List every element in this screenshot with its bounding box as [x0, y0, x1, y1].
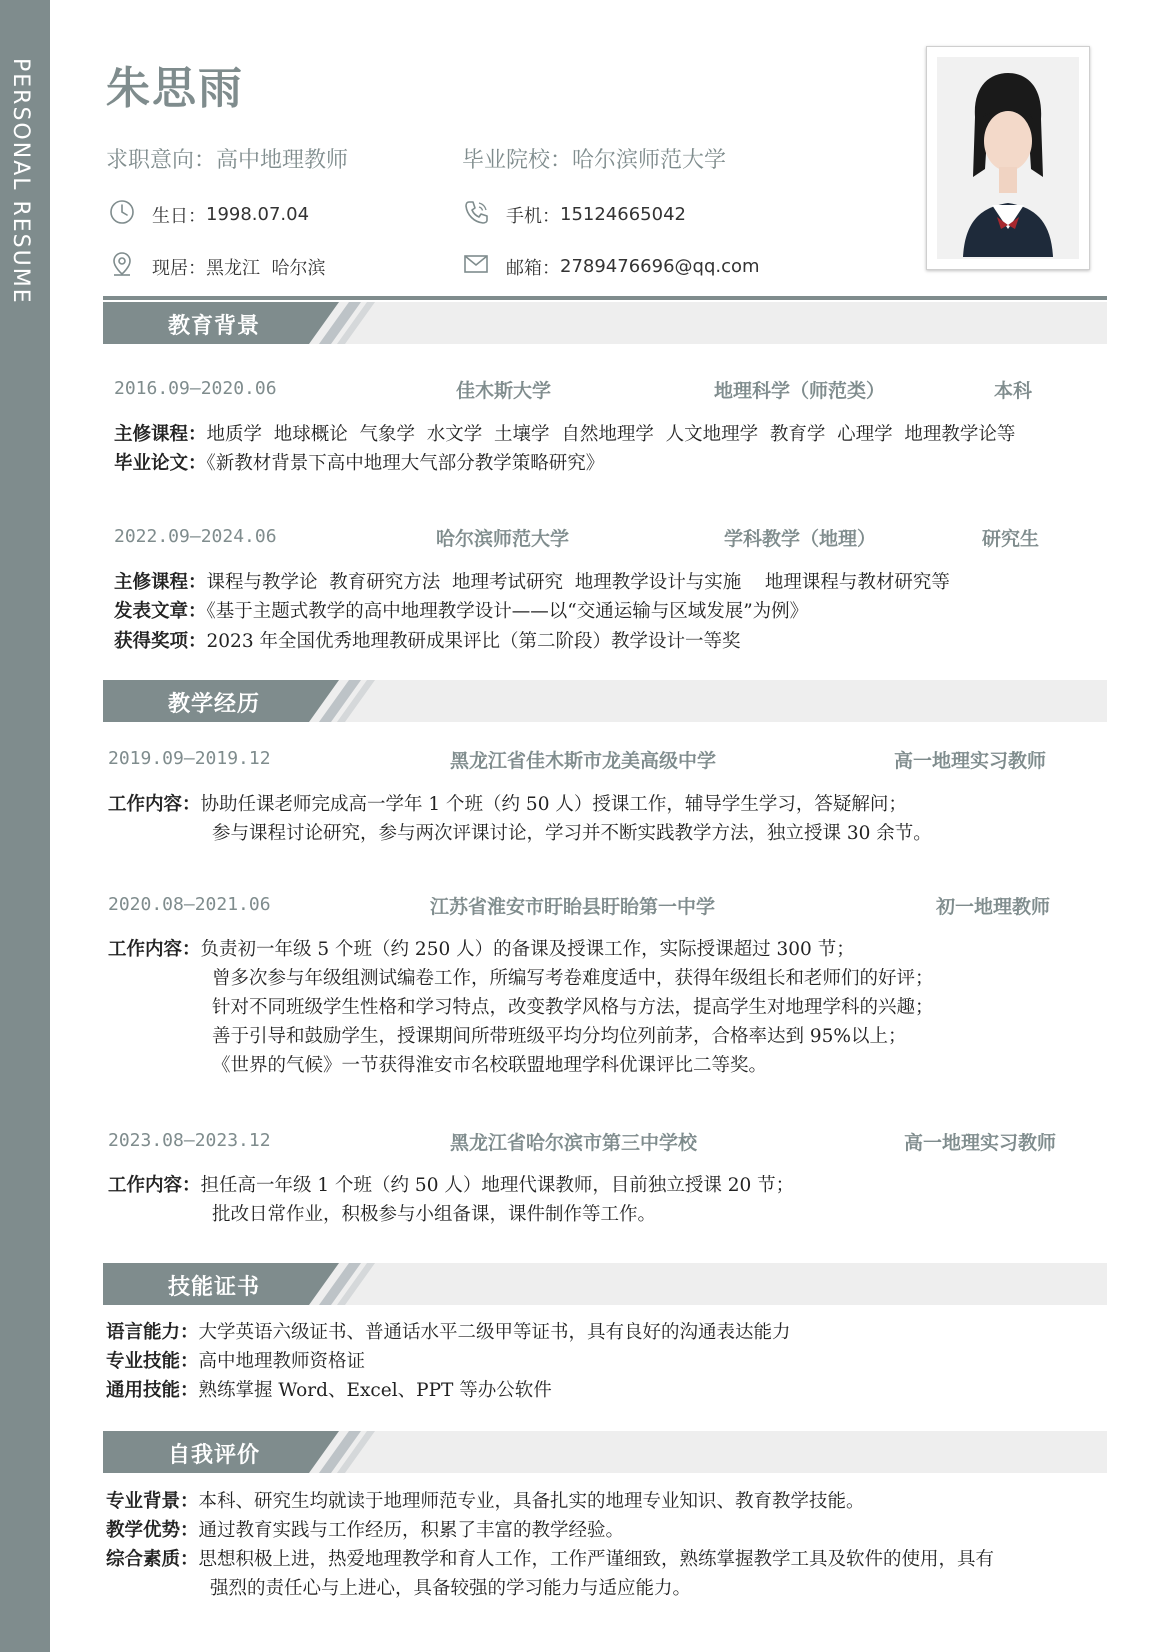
sidebar: [0, 0, 50, 1652]
section-title: 自我评价: [168, 1443, 261, 1468]
line-key: 专业背景：: [106, 1491, 199, 1512]
skill-line: [106, 1347, 365, 1377]
line-value: 大学英语六级证书、普通话水平二级甲等证书，具有良好的沟通表达能力: [198, 1322, 791, 1343]
line-key: 专业技能：: [106, 1351, 199, 1372]
edu-school: 佳木斯大学: [456, 380, 552, 402]
edu-date: 2016.09—2020.06: [114, 378, 277, 399]
phone-value[interactable]: 15124665042: [560, 204, 686, 225]
job-duty-line: 参与课程讨论研究，参与两次评课讨论，学习并不断实践教学方法，独立授课 30 余节。: [212, 823, 932, 844]
profile-photo: [926, 46, 1090, 270]
section-skills-header: [103, 1263, 1107, 1305]
line-key: 工作内容：: [108, 794, 201, 815]
line-key: 发表文章：: [114, 601, 207, 622]
edu-major: 地理科学（师范类）: [714, 380, 886, 402]
line-key: 主修课程：: [114, 572, 207, 593]
job-intent-value: 高中地理教师: [216, 148, 349, 173]
phone-label: 手机：: [506, 205, 560, 227]
edu-degree: 本科: [994, 380, 1033, 402]
envelope-icon: [462, 250, 490, 283]
job-role: 初一地理教师: [936, 896, 1051, 918]
line-value: 协助任课老师完成高一学年 1 个班（约 50 人）授课工作，辅导学生学习，答疑解问；: [200, 794, 907, 815]
edu-thesis-line: [114, 449, 604, 479]
edu-degree: 研究生: [982, 528, 1040, 550]
birthday-label: 生日：: [152, 205, 206, 227]
portrait-icon: [937, 57, 1079, 259]
job-duty-line: [108, 1171, 794, 1201]
section-title: 技能证书: [168, 1275, 261, 1300]
job-duty-line: 曾多次参与年级组测试编卷工作，所编写考卷难度适中，获得年级组长和老师们的好评；: [212, 968, 934, 989]
location-pin-icon: [108, 250, 136, 283]
line-key: 语言能力：: [106, 1322, 199, 1343]
edu-major: 学科教学（地理）: [724, 528, 877, 550]
line-key: 教学优势：: [106, 1520, 199, 1541]
section-title: 教学经历: [168, 692, 261, 717]
edu-date: 2022.09—2024.06: [114, 526, 277, 547]
email-value[interactable]: 2789476696@qq.com: [560, 256, 760, 277]
edu-course-line: [114, 568, 950, 598]
job-org: 江苏省淮安市盱眙县盱眙第一中学: [430, 896, 716, 918]
job-role: 高一地理实习教师: [894, 750, 1047, 772]
edu-course-line: [114, 420, 1015, 450]
phone-row: [462, 198, 686, 231]
job-date: 2019.09—2019.12: [108, 748, 271, 769]
job-duty-line: 针对不同班级学生性格和学习特点，改变教学风格与方法，提高学生对地理学科的兴趣；: [212, 997, 934, 1018]
edu-school: 哈尔滨师范大学: [436, 528, 570, 550]
person-name: 朱思雨: [106, 63, 244, 114]
sidebar-label: PERSONAL RESUME: [8, 58, 33, 305]
line-key: 综合素质：: [106, 1549, 199, 1570]
clock-icon: [108, 198, 136, 231]
line-value: 2023 年全国优秀地理教研成果评比（第二阶段）教学设计一等奖: [206, 631, 741, 652]
email-label: 邮箱：: [506, 257, 560, 279]
line-key: 毕业论文：: [114, 453, 207, 474]
section-education-header: [103, 302, 1107, 344]
job-duty-line: [108, 935, 855, 965]
graduate-school: [462, 143, 726, 174]
section-self-eval-header: [103, 1431, 1107, 1473]
line-key: 工作内容：: [108, 1175, 201, 1196]
job-role: 高一地理实习教师: [904, 1132, 1057, 1154]
job-date: 2020.08—2021.06: [108, 894, 271, 915]
line-value: 《基于主题式教学的高中地理教学设计——以“交通运输与区域发展”为例》: [206, 601, 809, 622]
job-duty-line: 善于引导和鼓励学生，授课期间所带班级平均分均位列前茅，合格率达到 95%以上；: [212, 1026, 907, 1047]
line-key: 工作内容：: [108, 939, 201, 960]
school-value: 哈尔滨师范大学: [572, 148, 727, 173]
header-divider: [103, 296, 1107, 300]
line-value: 担任高一年级 1 个班（约 50 人）地理代课教师，目前独立授课 20 节；: [200, 1175, 795, 1196]
skill-line: [106, 1376, 552, 1406]
line-key: 主修课程：: [114, 424, 207, 445]
job-intent-label: 求职意向：: [106, 148, 217, 173]
birthday-value: 1998.07.04: [206, 204, 310, 225]
phone-icon: [462, 198, 490, 231]
self-eval-line: 强烈的责任心与上进心，具备较强的学习能力与适应能力。: [210, 1578, 692, 1599]
line-value: 《新教材背景下高中地理大气部分教学策略研究》: [206, 453, 605, 474]
line-key: 通用技能：: [106, 1380, 199, 1401]
birthday-row: [108, 198, 309, 231]
job-org: 黑龙江省哈尔滨市第三中学校: [450, 1132, 698, 1154]
line-value: 地质学 地球概论 气象学 水文学 土壤学 自然地理学 人文地理学 教育学 心理学 地理教学论等: [206, 424, 1016, 445]
skill-line: [106, 1318, 791, 1348]
job-org: 黑龙江省佳木斯市龙美高级中学: [450, 750, 717, 772]
job-date: 2023.08—2023.12: [108, 1130, 271, 1151]
line-key: 获得奖项：: [114, 631, 207, 652]
job-duty-line: 《世界的气候》一节获得淮安市名校联盟地理学科优课评比二等奖。: [212, 1055, 768, 1076]
job-duty-line: [108, 790, 907, 820]
job-duty-line: 批改日常作业，积极参与小组备课，课件制作等工作。: [212, 1204, 657, 1225]
section-teaching-header: [103, 680, 1107, 722]
self-eval-line: [106, 1516, 624, 1546]
edu-publication-line: [114, 597, 808, 627]
residence-row: [108, 250, 325, 283]
self-eval-line: [106, 1487, 865, 1517]
residence-label: 现居：: [152, 257, 206, 279]
line-value: 思想积极上进，热爱地理教学和育人工作，工作严谨细致，熟练掌握教学工具及软件的使用，具有: [198, 1549, 995, 1570]
line-value: 熟练掌握 Word、Excel、PPT 等办公软件: [198, 1380, 552, 1401]
email-row: [462, 250, 760, 283]
job-intent: [106, 143, 348, 174]
residence-value: 黑龙江 哈尔滨: [206, 257, 326, 279]
section-title: 教育背景: [168, 314, 261, 339]
line-value: 课程与教学论 教育研究方法 地理考试研究 地理教学设计与实施 地理课程与教材研究等: [206, 572, 950, 593]
line-value: 通过教育实践与工作经历，积累了丰富的教学经验。: [198, 1520, 625, 1541]
line-value: 负责初一年级 5 个班（约 250 人）的备课及授课工作，实际授课超过 300 节；: [200, 939, 855, 960]
line-value: 本科、研究生均就读于地理师范专业，具备扎实的地理专业知识、教育教学技能。: [198, 1491, 865, 1512]
self-eval-line: [106, 1545, 994, 1575]
edu-award-line: [114, 627, 740, 657]
line-value: 高中地理教师资格证: [198, 1351, 366, 1372]
school-label: 毕业院校：: [462, 148, 573, 173]
